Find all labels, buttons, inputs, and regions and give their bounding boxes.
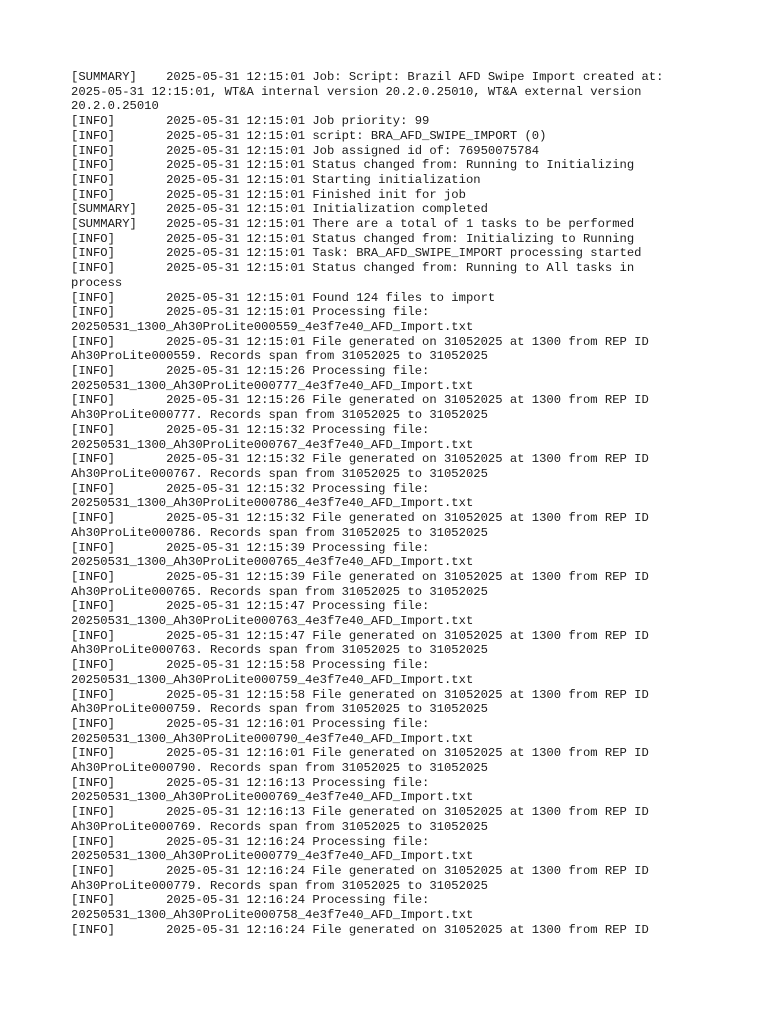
log-entry: [INFO] 2025-05-31 12:15:47 Processing file: 20250531_1300_Ah30ProLite000763_4e3f7e40_AFD_Import.txt	[71, 599, 474, 629]
log-entry: [INFO] 2025-05-31 12:15:01 Job priority: 99	[71, 114, 430, 129]
log-entry: [INFO] 2025-05-31 12:16:24 Processing file: 20250531_1300_Ah30ProLite000758_4e3f7e40_AFD_Import.txt	[71, 893, 474, 923]
log-entry: [INFO] 2025-05-31 12:15:01 Task: BRA_AFD_SWIPE_IMPORT processing started	[71, 246, 642, 261]
log-entry: [INFO] 2025-05-31 12:15:26 Processing file: 20250531_1300_Ah30ProLite000777_4e3f7e40_AFD_Import.txt	[71, 364, 474, 393]
log-entry: [INFO] 2025-05-31 12:16:24 Processing file: 20250531_1300_Ah30ProLite000779_4e3f7e40_AFD_Import.txt	[71, 834, 474, 864]
log-entry: [INFO] 2025-05-31 12:15:01 File generated on 31052025 at 1300 from REP ID Ah30ProLite000559. Records span from 31052025 to 31052025	[71, 334, 649, 364]
log-entry: [INFO] 2025-05-31 12:15:39 File generated on 31052025 at 1300 from REP ID Ah30ProLite000765. Records span from 31052025 to 31052025	[71, 569, 649, 599]
log-entry: [INFO] 2025-05-31 12:16:01 Processing file: 20250531_1300_Ah30ProLite000790_4e3f7e40_AFD_Import.txt	[71, 716, 474, 746]
log-entry: [SUMMARY] 2025-05-31 12:15:01 There are a total of 1 tasks to be performed	[71, 217, 635, 232]
log-entry: [INFO] 2025-05-31 12:15:58 Processing file: 20250531_1300_Ah30ProLite000759_4e3f7e40_AFD_Import.txt	[71, 658, 474, 687]
log-entry: [INFO] 2025-05-31 12:15:32 File generated on 31052025 at 1300 from REP ID Ah30ProLite000786. Records span from 31052025 to 31052025	[71, 511, 649, 540]
log-entry: [INFO] 2025-05-31 12:15:58 File generated on 31052025 at 1300 from REP ID Ah30ProLite000759. Records span from 31052025 to 31052025	[71, 687, 649, 717]
log-entry: [INFO] 2025-05-31 12:15:01 Status changed from: Running to All tasks in process	[71, 261, 635, 290]
log-entry: [INFO] 2025-05-31 12:15:26 File generated on 31052025 at 1300 from REP ID Ah30ProLite000777. Records span from 31052025 to 31052025	[71, 393, 649, 423]
log-entry: [INFO] 2025-05-31 12:15:32 Processing file: 20250531_1300_Ah30ProLite000767_4e3f7e40_AFD_Import.txt	[71, 422, 474, 452]
log-entry: [INFO] 2025-05-31 12:15:01 Processing file: 20250531_1300_Ah30ProLite000559_4e3f7e40_AFD_Import.txt	[71, 305, 474, 334]
log-entry: [INFO] 2025-05-31 12:16:13 Processing file: 20250531_1300_Ah30ProLite000769_4e3f7e40_AFD_Import.txt	[71, 775, 474, 805]
log-entry: [INFO] 2025-05-31 12:16:13 File generated on 31052025 at 1300 from REP ID Ah30ProLite000769. Records span from 31052025 to 31052025	[71, 805, 649, 834]
log-entry: [INFO] 2025-05-31 12:15:32 Processing file: 20250531_1300_Ah30ProLite000786_4e3f7e40_AFD_Import.txt	[71, 481, 474, 511]
log-entry: [INFO] 2025-05-31 12:15:01 Finished init for job	[71, 187, 466, 202]
log-entry: [INFO] 2025-05-31 12:16:24 File generated on 31052025 at 1300 from REP ID	[71, 922, 649, 937]
log-entry: [INFO] 2025-05-31 12:15:01 script: BRA_AFD_SWIPE_IMPORT (0)	[71, 128, 547, 143]
log-entry: [INFO] 2025-05-31 12:15:39 Processing file: 20250531_1300_Ah30ProLite000765_4e3f7e40_AFD_Import.txt	[71, 540, 474, 570]
log-entry: [INFO] 2025-05-31 12:15:01 Job assigned id of: 76950075784	[71, 143, 540, 158]
log-entry: [SUMMARY] 2025-05-31 12:15:01 Job: Script: Brazil AFD Swipe Import created at: 2025-05-31 12:15:01, WT&A internal version 20.2.0.25010, WT&A external version 20.2.0.25010	[71, 70, 664, 114]
log-entry: [INFO] 2025-05-31 12:16:24 File generated on 31052025 at 1300 from REP ID Ah30ProLite000779. Records span from 31052025 to 31052025	[71, 863, 649, 893]
log-entry: [INFO] 2025-05-31 12:15:32 File generated on 31052025 at 1300 from REP ID Ah30ProLite000767. Records span from 31052025 to 31052025	[71, 452, 649, 481]
log-entry: [INFO] 2025-05-31 12:15:01 Found 124 files to import	[71, 290, 496, 305]
log-entry: [SUMMARY] 2025-05-31 12:15:01 Initialization completed	[71, 202, 488, 217]
job-log	[71, 70, 691, 937]
log-entry: [INFO] 2025-05-31 12:15:01 Status changed from: Running to Initializing	[71, 158, 635, 173]
log-entry: [INFO] 2025-05-31 12:16:01 File generated on 31052025 at 1300 from REP ID Ah30ProLite000790. Records span from 31052025 to 31052025	[71, 746, 649, 776]
log-entry: [INFO] 2025-05-31 12:15:01 Starting initialization	[71, 172, 481, 187]
log-entry: [INFO] 2025-05-31 12:15:47 File generated on 31052025 at 1300 from REP ID Ah30ProLite000763. Records span from 31052025 to 31052025	[71, 628, 649, 658]
log-entry: [INFO] 2025-05-31 12:15:01 Status changed from: Initializing to Running	[71, 231, 635, 246]
